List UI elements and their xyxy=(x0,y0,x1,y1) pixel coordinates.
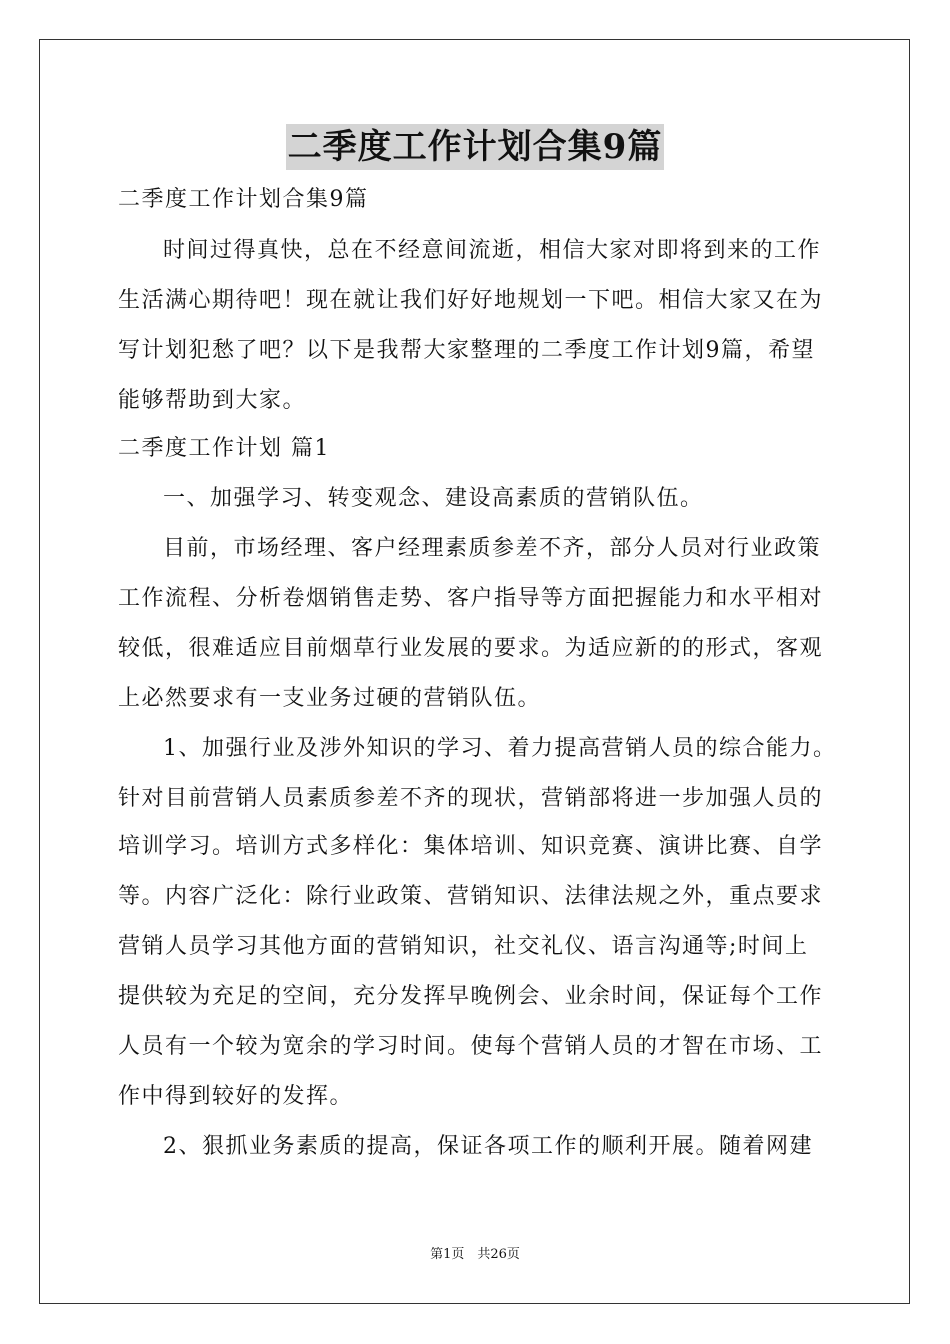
paragraph-line: 人员有一个较为宽余的学习时间。使每个营销人员的才智在市场、工 xyxy=(118,1034,824,1059)
paragraph-line: 较低，很难适应目前烟草行业发展的要求。为适应新的的形式，客观 xyxy=(118,636,824,661)
paragraph-line: 时间过得真快，总在不经意间流逝，相信大家对即将到来的工作 xyxy=(163,238,822,263)
title-container xyxy=(0,124,950,170)
paragraph-line: 一、加强学习、转变观念、建设高素质的营销队伍。 xyxy=(163,486,704,511)
page-number-footer: 第1页 共26页 xyxy=(430,1247,520,1262)
paragraph-line: 工作流程、分析卷烟销售走势、客户指导等方面把握能力和水平相对 xyxy=(118,586,824,611)
paragraph-line: 2、狠抓业务素质的提高，保证各项工作的顺利开展。随着网建 xyxy=(163,1134,813,1159)
paragraph-line: 上必然要求有一支业务过硬的营销队伍。 xyxy=(118,686,542,711)
paragraph-line: 能够帮助到大家。 xyxy=(118,388,307,413)
paragraph-line: 生活满心期待吧！现在就让我们好好地规划一下吧。相信大家又在为 xyxy=(118,288,824,313)
document-title: 二季度工作计划合集9篇 xyxy=(286,124,665,170)
paragraph-line: 写计划犯愁了吧？以下是我帮大家整理的二季度工作计划9篇，希望 xyxy=(118,338,815,363)
subtitle-line: 二季度工作计划合集9篇 xyxy=(118,187,369,212)
page-border xyxy=(39,39,910,1304)
paragraph-line: 等。内容广泛化：除行业政策、营销知识、法律法规之外，重点要求 xyxy=(118,884,824,909)
paragraph-line: 目前，市场经理、客户经理素质参差不齐，部分人员对行业政策 xyxy=(163,536,822,561)
section-heading: 二季度工作计划 篇1 xyxy=(118,436,330,461)
paragraph-line: 针对目前营销人员素质参差不齐的现状，营销部将进一步加强人员的 xyxy=(118,786,824,811)
paragraph-line: 培训学习。培训方式多样化：集体培训、知识竞赛、演讲比赛、自学 xyxy=(118,834,824,859)
paragraph-line: 提供较为充足的空间，充分发挥早晚例会、业余时间，保证每个工作 xyxy=(118,984,824,1009)
paragraph-line: 作中得到较好的发挥。 xyxy=(118,1084,354,1109)
paragraph-line: 营销人员学习其他方面的营销知识，社交礼仪、语言沟通等;时间上 xyxy=(118,934,809,959)
paragraph-line: 1、加强行业及涉外知识的学习、着力提高营销人员的综合能力。 xyxy=(163,736,837,761)
